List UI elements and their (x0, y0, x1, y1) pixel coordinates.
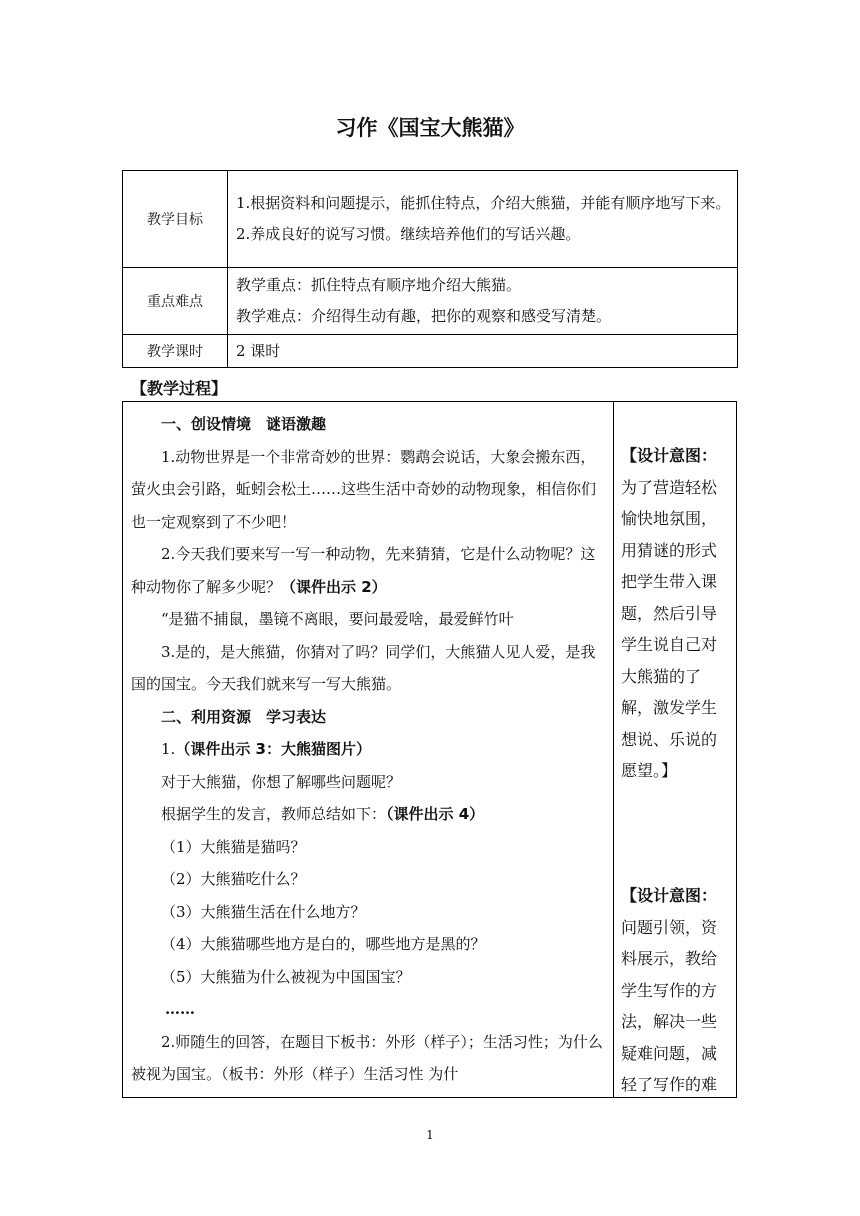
key-points-content (228, 268, 738, 335)
design-intent-line: 学生写作的方 (621, 980, 718, 1000)
design-intent-line: 愿望。】 (621, 761, 678, 780)
section-1-heading: 一、创设情境 谜语激趣 (161, 415, 327, 433)
design-intent-line: 轻了写作的难 (621, 1075, 718, 1094)
courseware-note-4: （课件出示 4） (386, 805, 485, 823)
design-intent-line: 愉快地氛围， (621, 509, 718, 528)
key-point-line: 教学重点：抓住特点有顺序地介绍大熊猫。 (236, 276, 522, 294)
paragraph-2-text: 2.今天我们要来写一写一种动物，先来猜猜，它是什么动物呢？这种动物你了解多少呢？ (131, 545, 596, 596)
hours-value: 2 课时 (228, 335, 738, 368)
courseware-note-3: （课件出示 3：大熊猫图片） (175, 740, 371, 758)
design-intent-2 (621, 880, 731, 1101)
question-item: （5）大熊猫为什么被视为中国国宝？ (161, 967, 411, 986)
design-intent-line: 疑难问题，减 (621, 1043, 718, 1063)
design-intent-line: 解，激发学生 (621, 698, 718, 717)
teacher-summary-text: 根据学生的发言，教师总结如下： (161, 805, 387, 823)
design-intent-line: 法，解决一些 (621, 1012, 718, 1031)
design-intent-line: 题，然后引导 (621, 603, 718, 623)
column-divider (613, 402, 614, 1097)
design-intent-line: 大熊猫的了 (621, 666, 702, 686)
goals-label: 教学目标 (123, 171, 228, 268)
design-intent-line: 把学生带入课 (621, 572, 718, 591)
paragraph-5: 2.师随生的回答，在题目下板书：外形（样子）；生活习性；为什么被视为国宝。（板书：外形（样子）生活习性 为什 (131, 1032, 603, 1083)
question-item: （2）大熊猫吃什么？ (161, 870, 306, 888)
lesson-info-table (122, 170, 738, 368)
design-intent-line: 想说、乐说的 (621, 729, 718, 749)
design-intent-line: 学生说自己对 (621, 635, 718, 654)
design-intent-heading: 【设计意图： (621, 446, 718, 465)
question-item: （4）大熊猫哪些地方是白的，哪些地方是黑的？ (161, 935, 486, 953)
design-intent-line: 问题引领，资 (621, 917, 718, 937)
goals-line-1: 1.根据资料和问题提示，能抓住特点，介绍大熊猫，并能有顺序地写下来。 (236, 194, 731, 212)
key-points-label: 重点难点 (123, 268, 228, 335)
design-intent-1 (621, 440, 731, 787)
paragraph-4 (131, 733, 605, 766)
design-intent-line: 为了营造轻松 (621, 477, 718, 497)
process-title: 【教学过程】 (131, 379, 228, 398)
paragraph-3: 3.是的，是大熊猫，你猜对了吗？同学们，大熊猫人见人爱，是我国的国宝。今天我们就来写一写大熊猫。 (131, 642, 596, 693)
paragraph-4-number: 1. (161, 740, 176, 758)
question-item: （1）大熊猫是猫吗？ (161, 837, 306, 856)
section-2-heading: 二、利用资源 学习表达 (161, 707, 327, 726)
design-intent-line: 用猜谜的形式 (621, 540, 718, 560)
key-points-row (123, 268, 738, 335)
hours-row (123, 335, 738, 368)
paragraph-2 (131, 538, 605, 603)
process-main-column (131, 408, 605, 1091)
courseware-note-2: （课件出示 2） (281, 577, 387, 596)
ellipsis: …… (165, 1000, 195, 1018)
question-prompt: 对于大熊猫，你想了解哪些问题呢？ (161, 772, 402, 791)
teacher-summary (131, 798, 605, 831)
difficulty-line: 教学难点：介绍得生动有趣，把你的观察和感受写清楚。 (236, 307, 612, 325)
process-table (122, 401, 737, 1098)
design-intent-heading: 【设计意图： (621, 886, 718, 905)
question-item: （3）大熊猫生活在什么地方？ (161, 902, 366, 921)
document-title: 习作《国宝大熊猫》 (335, 116, 525, 140)
page-number: 1 (426, 1128, 434, 1142)
hours-label: 教学课时 (123, 335, 228, 368)
goals-content (228, 171, 738, 268)
riddle-text: “是猫不捕鼠，墨镜不离眼，要问最爱啥，最爱鲜竹叶 (161, 610, 514, 628)
goals-row (123, 171, 738, 268)
paragraph-1: 1.动物世界是一个非常奇妙的世界：鹦鹉会说话，大象会搬东西，萤火虫会引路，蚯蚓会松土……这些生活中奇妙的动物现象，相信你们也一定观察到了不少吧！ (131, 447, 597, 531)
goals-line-2: 2.养成良好的说写习惯。继续培养他们的写话兴趣。 (236, 225, 581, 243)
design-intent-line: 料展示，教给 (621, 949, 718, 968)
